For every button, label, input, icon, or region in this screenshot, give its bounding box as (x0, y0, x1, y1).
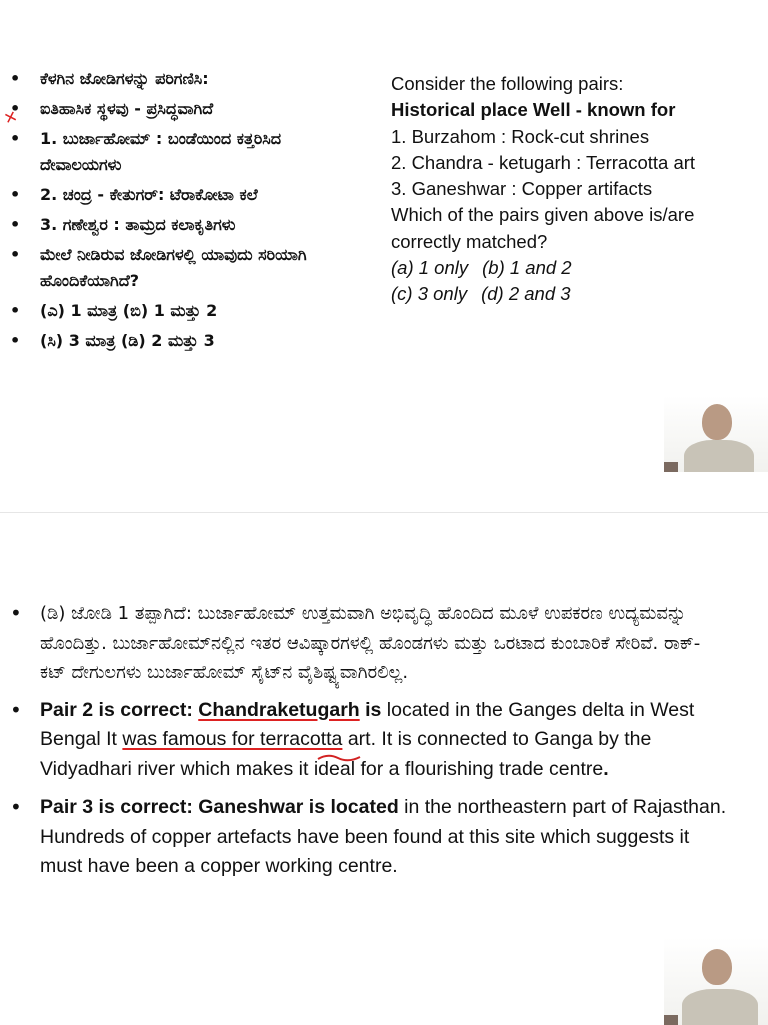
kannada-bullet: • (ಸಿ) 3 ಮಾತ್ರ (ಡಿ) 2 ಮತ್ತು 3 (0, 328, 372, 354)
question-line: Which of the pairs given above is/are (391, 204, 695, 226)
pair-3-text: in the northeastern part of Rajasthan. Hundreds of copper artefacts have been found at this site which suggests it must have been a copper working centre. (40, 796, 727, 877)
kannada-bullet: • ಕೆಳಗಿನ ಜೋಡಿಗಳನ್ನು ಪರಿಗಣಿಸಿ: (0, 66, 372, 92)
pair-2-lead: Pair 2 is correct: (40, 698, 199, 721)
option-a: (a) 1 only (391, 257, 469, 279)
red-annotation-mark: ✕ (1, 106, 21, 129)
option-c: (c) 3 only (391, 283, 468, 305)
pairs-header: Historical place Well - known for (391, 99, 676, 121)
solution-list (0, 599, 760, 891)
english-question (391, 71, 761, 308)
pair-2-is: is (359, 698, 382, 721)
pair-2-text: located in the Ganges delta in West Bengal It (40, 698, 695, 750)
pair-2-explanation (0, 696, 730, 785)
option-b: (b) 1 and 2 (482, 257, 572, 279)
webcam-thumbnail (664, 937, 768, 1025)
options-row-2 (391, 281, 761, 307)
pair-1: 1. Burzahom : Rock-cut shrines (391, 125, 650, 147)
question-slide (0, 0, 768, 512)
option-d: (d) 2 and 3 (481, 283, 571, 305)
question-intro: Consider the following pairs: (391, 73, 624, 94)
solution-slide (0, 512, 768, 1025)
kannada-bullet: • 3. ಗಣೇಶ್ವರ : ತಾಮ್ರದ ಕಲಾಕೃತಿಗಳು (0, 212, 372, 238)
ganeshwar-located: Ganeshwar is located (198, 796, 399, 818)
kannada-question-list (0, 66, 372, 354)
kannada-bullet: • ಮೇಲೆ ನೀಡಿರುವ ಜೋಡಿಗಳಲ್ಲಿ ಯಾವುದು ಸರಿಯಾಗಿ ಹೊಂದಿಕೆಯಾಗಿದೆ? (0, 242, 360, 294)
red-annotation-squiggle (316, 751, 364, 763)
famous-for-text: was famous for terracotta (122, 728, 343, 750)
pair-3: 3. Ganeshwar : Copper artifacts (391, 178, 653, 200)
pair-3-explanation (0, 793, 730, 882)
pair-2-period: . (603, 757, 609, 780)
kannada-bullet: • 1. ಬುರ್ಜಾಹೋಮ್ : ಬಂಡೆಯಿಂದ ಕತ್ತರಿಸಿದ ದೇವಾಲಯಗಳು (0, 126, 300, 178)
pair-2: 2. Chandra - ketugarh : Terracotta art (391, 151, 696, 173)
pair-3-lead: Pair 3 is correct: (40, 796, 199, 818)
pair-2-text-rest: art. It is connected to Ganga by the Vidyadhari river which makes it ideal for a flourishing trade centre (40, 728, 652, 780)
kannada-bullet: • (ಎ) 1 ಮಾತ್ರ (ಬಿ) 1 ಮತ್ತು 2 (0, 298, 372, 324)
kannada-bullet: • ಐತಿಹಾಸಿಕ ಸ್ಥಳವು - ಪ್ರಸಿದ್ಧವಾಗಿದೆ (0, 96, 372, 122)
options-row-1 (391, 255, 761, 281)
webcam-thumbnail (664, 396, 768, 472)
question-line: correctly matched? (391, 230, 548, 252)
chandraketugarh-text: Chandraketugarh (198, 698, 360, 721)
kannada-explanation: • (ಡಿ) ಜೋಡಿ 1 ತಪ್ಪಾಗಿದೆ: ಬುರ್ಜಾಹೋಮ್ ಉತ್ತಮವಾಗಿ ಅಭಿವೃದ್ಧಿ ಹೊಂದಿದ ಮೂಳೆ ಉಪಕರಣ ಉದ್ಯಮವನ್ನು ಹೊಂದಿತ್ತು. ಬುರ್ಜಾಹೋಮ್‌ನಲ್ಲಿನ ಇತರ ಆವಿಷ್ಕಾರಗಳಲ್ಲಿ ಹೊಂಡಗಳು ಮತ್ತು ಒರಟಾದ ಕುಂಬಾರಿಕೆ ಸೇರಿವೆ. ರಾಕ್-ಕಟ್ ದೇಗುಲಗಳು ಬುರ್ಜಾಹೋಮ್ ಸೈಟ್‌ನ ವೈಶಿಷ್ಟ್ಯವಾಗಿರಲಿಲ್ಲ. (0, 599, 720, 688)
kannada-bullet: • 2. ಚಂದ್ರ - ಕೇತುಗರ್: ಟೆರಾಕೋಟಾ ಕಲೆ (0, 182, 372, 208)
